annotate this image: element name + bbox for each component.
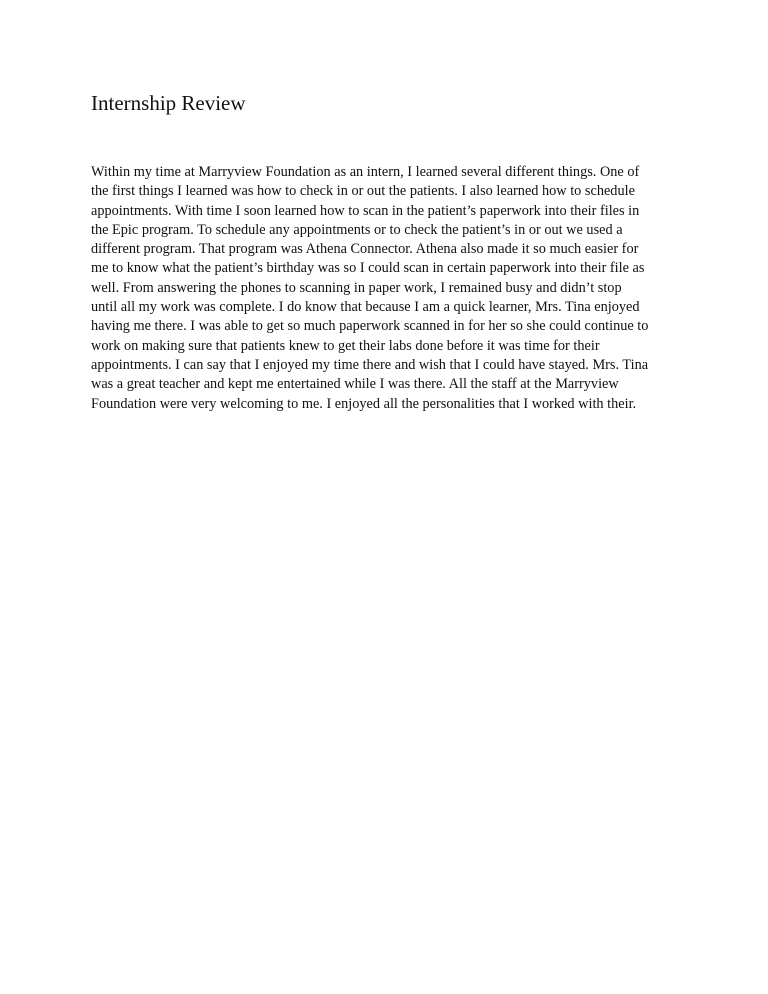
text-line: different program. That program was Athena Connector. Athena also made it so much easier for — [91, 241, 639, 258]
document-title: Internship Review — [91, 91, 246, 115]
text-line: Foundation were very welcoming to me. I enjoyed all the personalities that I worked with their. — [91, 395, 637, 412]
text-line: appointments. I can say that I enjoyed my time there and wish that I could have stayed. Mrs. Tina — [91, 356, 649, 373]
text-line: well. From answering the phones to scanning in paper work, I remained busy and didn’t stop — [91, 279, 622, 296]
text-line: me to know what the patient’s birthday was so I could scan in certain paperwork into their file as — [91, 260, 645, 277]
text-line: was a great teacher and kept me entertained while I was there. All the staff at the Marryview — [91, 376, 619, 393]
text-line: having me there. I was able to get so much paperwork scanned in for her so she could continue to — [91, 318, 649, 335]
text-line: Within my time at Marryview Foundation as an intern, I learned several different things. One of — [91, 164, 640, 180]
body-paragraph — [91, 163, 691, 414]
text-line: work on making sure that patients knew to get their labs done before it was time for their — [91, 337, 600, 354]
text-line: until all my work was complete. I do know that because I am a quick learner, Mrs. Tina enjoyed — [91, 299, 640, 316]
text-line: the first things I learned was how to check in or out the patients. I also learned how to schedule — [91, 183, 635, 200]
text-line: the Epic program. To schedule any appointments or to check the patient’s in or out we used a — [91, 221, 623, 238]
text-line: appointments. With time I soon learned how to scan in the patient’s paperwork into their files in — [91, 202, 640, 219]
